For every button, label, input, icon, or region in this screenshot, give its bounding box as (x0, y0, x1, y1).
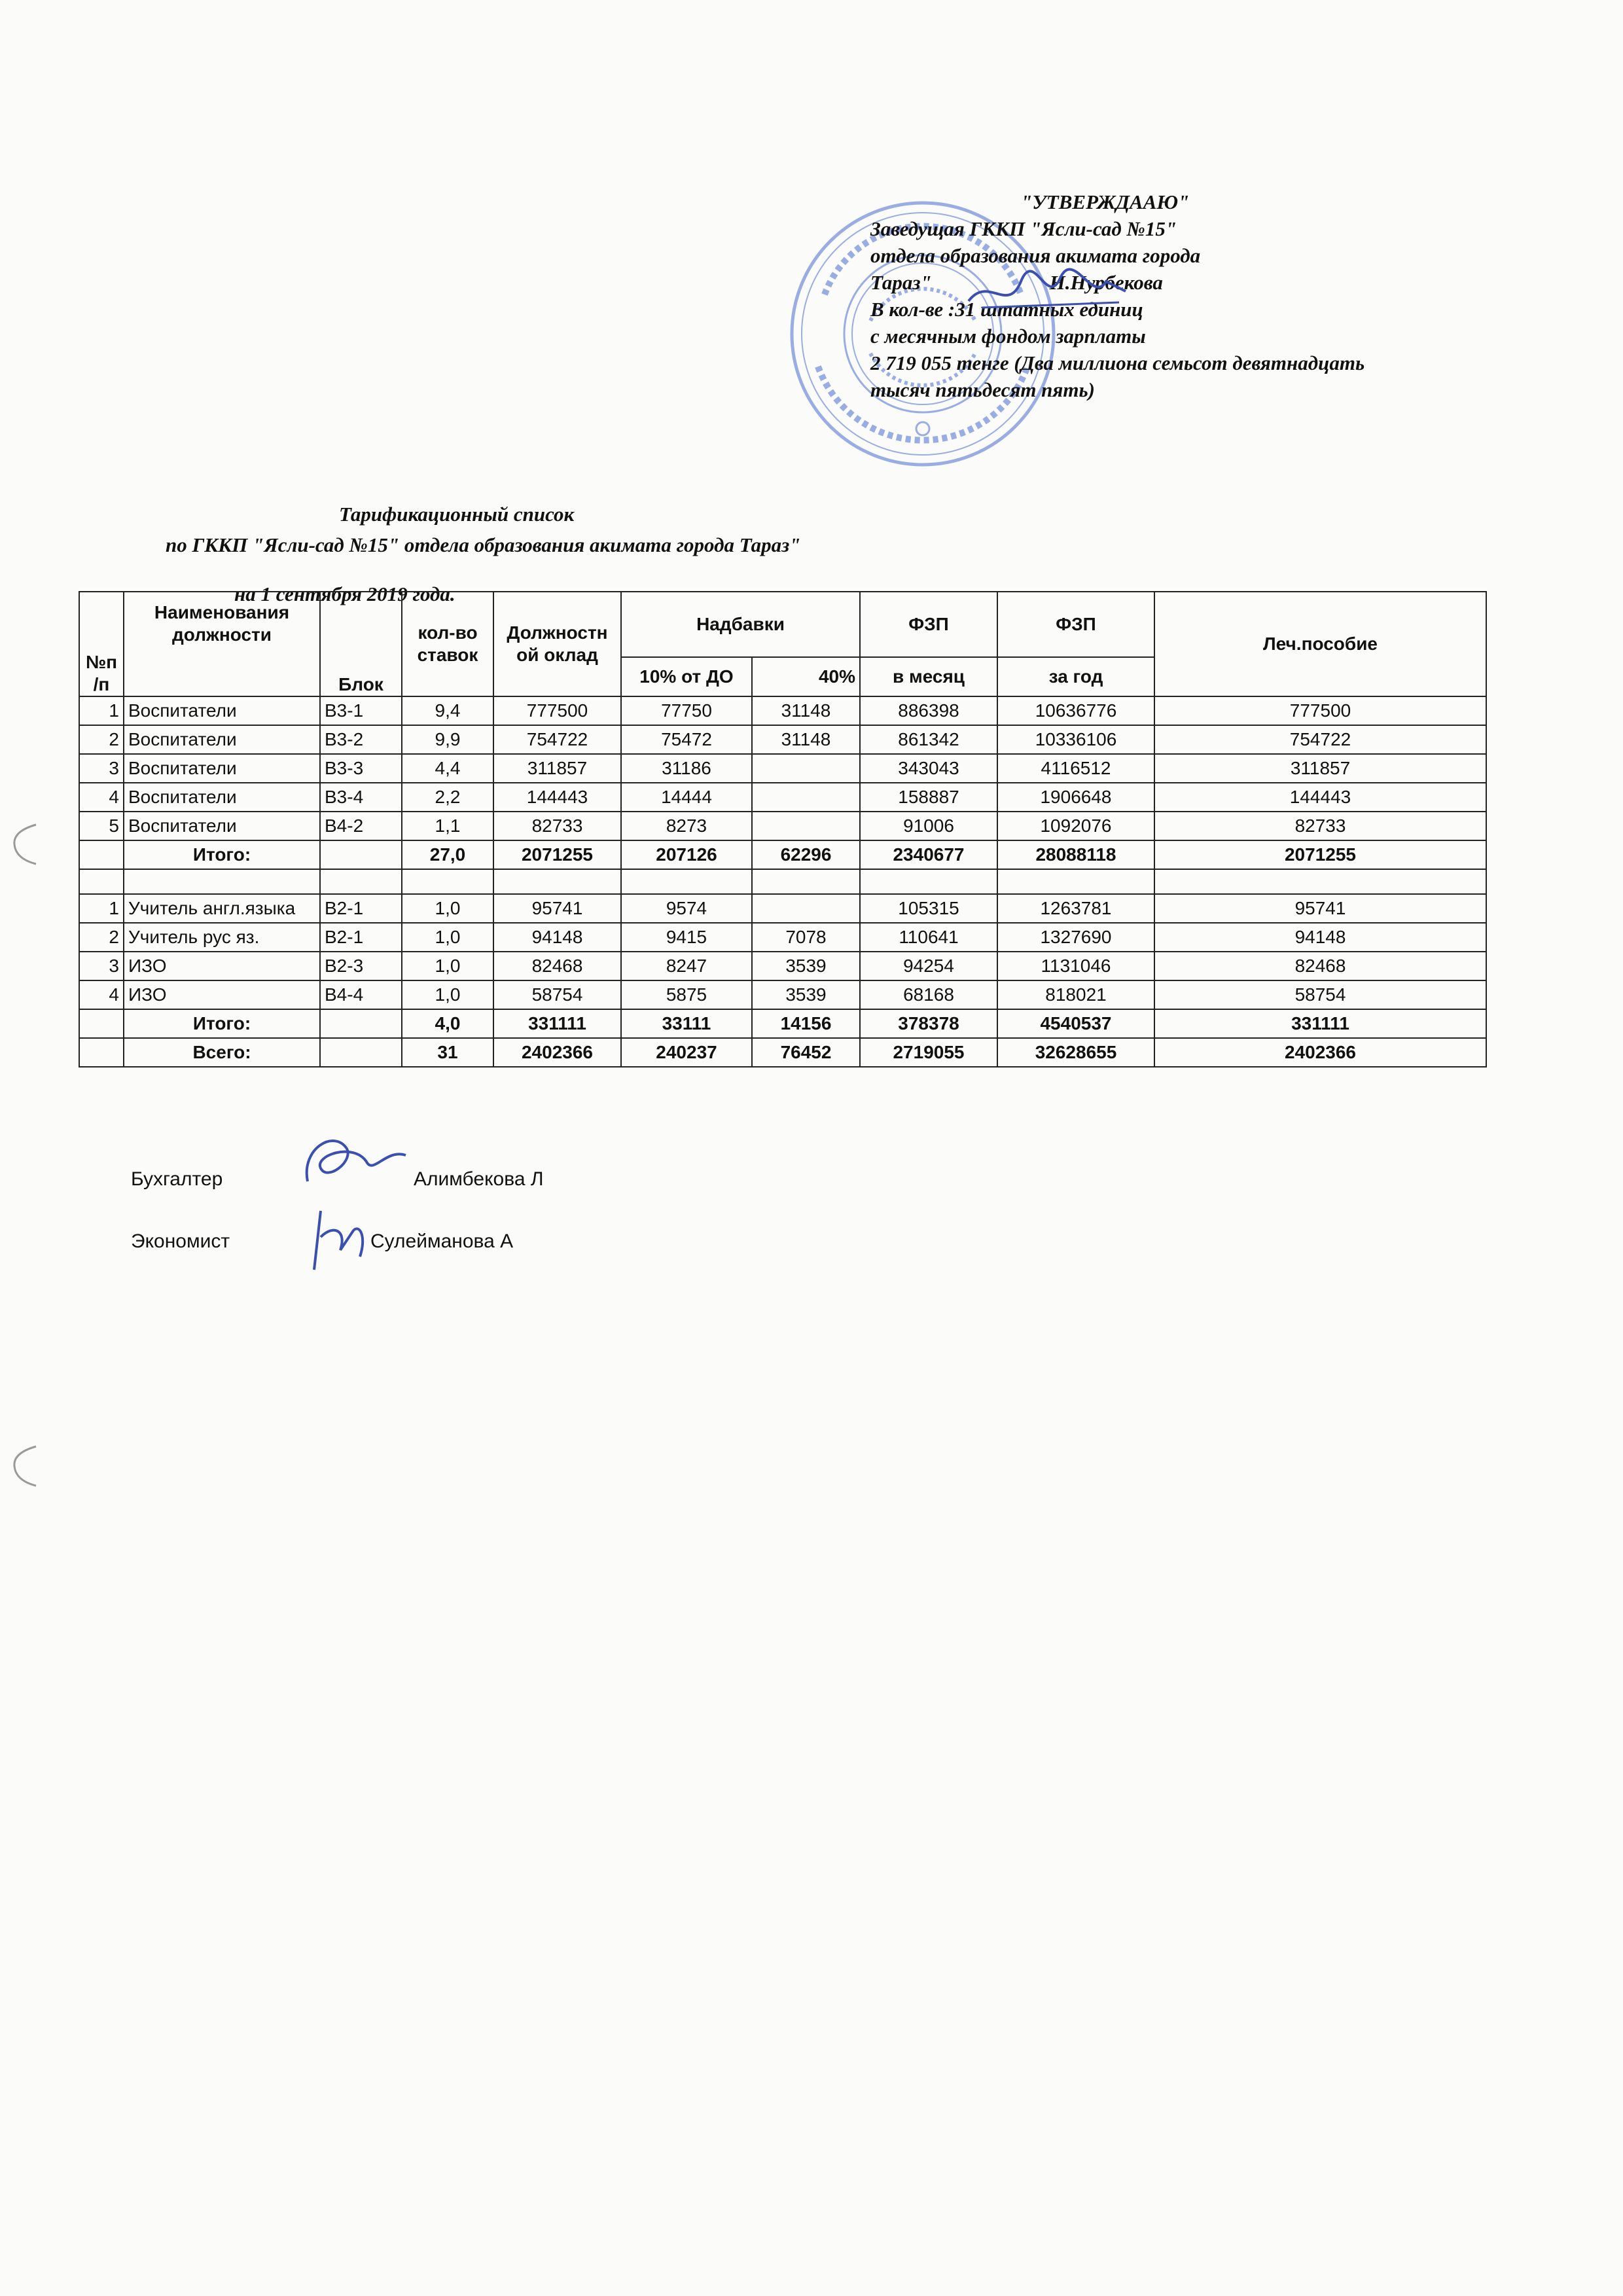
table-cell: 331111 (1154, 1009, 1486, 1038)
table-cell: 82733 (493, 812, 621, 840)
table-cell: 818021 (997, 980, 1154, 1009)
table-cell: 4,0 (402, 1009, 493, 1038)
table-cell: 10336106 (997, 725, 1154, 754)
table-cell: 1,1 (402, 812, 493, 840)
table-cell: 94148 (493, 923, 621, 952)
table-cell: 240237 (621, 1038, 752, 1067)
table-cell: Воспитатели (124, 696, 320, 725)
table-cell (320, 1038, 402, 1067)
approval-line: В кол-ве :31 штатных единиц (870, 298, 1143, 321)
table-header-row (79, 592, 1486, 657)
table-cell: В4-2 (320, 812, 402, 840)
table-cell: 1906648 (997, 783, 1154, 812)
table-cell: 95741 (1154, 894, 1486, 923)
table-cell: Учитель англ.языка (124, 894, 320, 923)
table-cell: 1,0 (402, 923, 493, 952)
table-cell (79, 869, 124, 894)
table-cell: В2-1 (320, 894, 402, 923)
table-cell: 343043 (860, 754, 997, 783)
table-row (79, 783, 1486, 812)
table-cell: 4540537 (997, 1009, 1154, 1038)
header-num: №п /п (79, 592, 124, 696)
header-rates: кол-во ставок (402, 592, 493, 696)
table-cell: 94148 (1154, 923, 1486, 952)
table-cell: 144443 (493, 783, 621, 812)
economist-name: Сулейманова А (370, 1230, 514, 1252)
table-cell: 14444 (621, 783, 752, 812)
table-row (79, 725, 1486, 754)
table-row (79, 812, 1486, 840)
table-cell: Учитель рус яз. (124, 923, 320, 952)
table-cell: 82468 (1154, 952, 1486, 980)
table-cell: 1263781 (997, 894, 1154, 923)
table-row (79, 696, 1486, 725)
table-cell (621, 869, 752, 894)
table-cell (79, 840, 124, 869)
table-cell: В2-1 (320, 923, 402, 952)
table-cell: 1327690 (997, 923, 1154, 952)
table-cell: 1 (79, 696, 124, 725)
table-cell (752, 869, 860, 894)
table-cell: ИЗО (124, 980, 320, 1009)
document-date: на 1 сентября 2019 года. (234, 583, 455, 605)
table-cell (320, 840, 402, 869)
table-cell (493, 869, 621, 894)
table-cell: 4 (79, 980, 124, 1009)
table-cell: 14156 (752, 1009, 860, 1038)
table-cell (752, 812, 860, 840)
header-allowances: Надбавки (621, 592, 860, 657)
table-cell (402, 869, 493, 894)
table-cell (79, 1038, 124, 1067)
table-cell: В4-4 (320, 980, 402, 1009)
table-cell: 32628655 (997, 1038, 1154, 1067)
table-cell: 144443 (1154, 783, 1486, 812)
header-position: Наименования должности (124, 592, 320, 696)
table-cell: 1,0 (402, 980, 493, 1009)
accountant-signature (294, 1122, 425, 1201)
table-cell: 58754 (493, 980, 621, 1009)
header-allow-10: 10% от ДО (621, 657, 752, 696)
table-cell: 33111 (621, 1009, 752, 1038)
table-cell: 8247 (621, 952, 752, 980)
table-cell: В3-4 (320, 783, 402, 812)
table-cell: Всего: (124, 1038, 320, 1067)
table-cell: 886398 (860, 696, 997, 725)
table-cell (320, 869, 402, 894)
table-cell: 2,2 (402, 783, 493, 812)
punch-hole-mark (7, 818, 46, 870)
header-salary: Должностн ой оклад (493, 592, 621, 696)
document-subtitle: по ГККП "Ясли-сад №15" отдела образования акимата города Тараз" (166, 533, 801, 556)
table-cell: 3 (79, 754, 124, 783)
table-row (79, 754, 1486, 783)
approval-line: с месячным фондом зарплаты (870, 325, 1146, 348)
table-cell (997, 869, 1154, 894)
table-cell: Воспитатели (124, 812, 320, 840)
table-cell: 9574 (621, 894, 752, 923)
table-cell: 311857 (493, 754, 621, 783)
table-cell: В3-3 (320, 754, 402, 783)
table-cell: Воспитатели (124, 754, 320, 783)
table-cell: ИЗО (124, 952, 320, 980)
approval-line: 2 719 055 тенге (Два миллиона семьсот девятнадцать (870, 351, 1365, 374)
table-cell: 378378 (860, 1009, 997, 1038)
table-cell: 1092076 (997, 812, 1154, 840)
approval-line: тысяч пятьдесят пять) (870, 378, 1095, 401)
table-cell: 62296 (752, 840, 860, 869)
table-cell (752, 894, 860, 923)
tariff-table (79, 591, 1487, 1067)
table-cell (752, 754, 860, 783)
approval-line: отдела образования акимата города (870, 244, 1201, 267)
table-cell: 4 (79, 783, 124, 812)
table-cell: 110641 (860, 923, 997, 952)
table-row (79, 980, 1486, 1009)
table-cell: 9415 (621, 923, 752, 952)
table-row (79, 952, 1486, 980)
table-cell: Итого: (124, 840, 320, 869)
table-cell: 1,0 (402, 952, 493, 980)
table-cell (320, 1009, 402, 1038)
table-cell: 5875 (621, 980, 752, 1009)
director-name: Н.Нурбекова (1049, 271, 1163, 294)
grand-total-row (79, 1038, 1486, 1067)
table-cell: 2340677 (860, 840, 997, 869)
table-cell: 9,4 (402, 696, 493, 725)
table-cell: 1,0 (402, 894, 493, 923)
table-cell: 31 (402, 1038, 493, 1067)
table-cell: 158887 (860, 783, 997, 812)
table-cell: 207126 (621, 840, 752, 869)
header-fzp-year-group: ФЗП (997, 592, 1154, 657)
table-cell: 28088118 (997, 840, 1154, 869)
director-signature (962, 262, 1132, 321)
table-cell: 75472 (621, 725, 752, 754)
table-cell: 1 (79, 894, 124, 923)
table-cell: 77750 (621, 696, 752, 725)
accountant-name: Алимбекова Л (414, 1168, 544, 1190)
table-cell: 58754 (1154, 980, 1486, 1009)
table-cell: 27,0 (402, 840, 493, 869)
table-cell (79, 1009, 124, 1038)
header-medical: Леч.пособие (1154, 592, 1486, 696)
header-fzp-month-group: ФЗП (860, 592, 997, 657)
table-cell: 2071255 (1154, 840, 1486, 869)
approval-heading: "УТВЕРЖДААЮ" (1021, 190, 1190, 213)
table-cell: 82733 (1154, 812, 1486, 840)
table-cell: 5 (79, 812, 124, 840)
table-cell: 3 (79, 952, 124, 980)
table-cell: 82468 (493, 952, 621, 980)
table-cell: 2 (79, 923, 124, 952)
header-fzp-year: за год (997, 657, 1154, 696)
table-cell: В2-3 (320, 952, 402, 980)
accountant-role: Бухгалтер (131, 1168, 223, 1190)
table-cell: 861342 (860, 725, 997, 754)
table-row (79, 894, 1486, 923)
table-cell: 105315 (860, 894, 997, 923)
table-cell: 1131046 (997, 952, 1154, 980)
table-cell: 31148 (752, 725, 860, 754)
table-cell: 754722 (1154, 725, 1486, 754)
table-cell: 311857 (1154, 754, 1486, 783)
header-allow-40: 40% (752, 657, 860, 696)
table-cell: 94254 (860, 952, 997, 980)
table-cell: 4,4 (402, 754, 493, 783)
table-cell: 2402366 (493, 1038, 621, 1067)
subtotal-row (79, 1009, 1486, 1038)
subtotal-row (79, 840, 1486, 869)
table-cell: 31186 (621, 754, 752, 783)
table-cell (1154, 869, 1486, 894)
header-fzp-month: в месяц (860, 657, 997, 696)
table-cell: 10636776 (997, 696, 1154, 725)
punch-hole-mark (7, 1440, 46, 1492)
table-cell: 91006 (860, 812, 997, 840)
table-cell: 31148 (752, 696, 860, 725)
approval-line: Заведущая ГККП "Ясли-сад №15" (870, 217, 1177, 240)
table-cell (124, 869, 320, 894)
table-cell: 2402366 (1154, 1038, 1486, 1067)
table-cell: 76452 (752, 1038, 860, 1067)
table-cell: 3539 (752, 980, 860, 1009)
table-cell: В3-1 (320, 696, 402, 725)
table-row (79, 923, 1486, 952)
table-cell: 777500 (493, 696, 621, 725)
table-cell: 754722 (493, 725, 621, 754)
table-cell: 2 (79, 725, 124, 754)
table-cell: Воспитатели (124, 725, 320, 754)
table-cell: 331111 (493, 1009, 621, 1038)
table-cell: Итого: (124, 1009, 320, 1038)
table-cell: 8273 (621, 812, 752, 840)
table-cell: 95741 (493, 894, 621, 923)
header-block: Блок (320, 592, 402, 696)
table-cell (860, 869, 997, 894)
document-title: Тарификационный список (339, 503, 575, 526)
table-cell: 7078 (752, 923, 860, 952)
table-cell: 777500 (1154, 696, 1486, 725)
approval-line-director: Тараз" Н.Нурбекова (870, 271, 1163, 294)
table-cell: 2719055 (860, 1038, 997, 1067)
table-cell: Воспитатели (124, 783, 320, 812)
table-cell (752, 783, 860, 812)
table-cell: 2071255 (493, 840, 621, 869)
table-cell: 3539 (752, 952, 860, 980)
table-cell: 4116512 (997, 754, 1154, 783)
spacer-row (79, 869, 1486, 894)
table-cell: В3-2 (320, 725, 402, 754)
table-cell: 9,9 (402, 725, 493, 754)
table-cell: 68168 (860, 980, 997, 1009)
economist-role: Экономист (131, 1230, 230, 1252)
